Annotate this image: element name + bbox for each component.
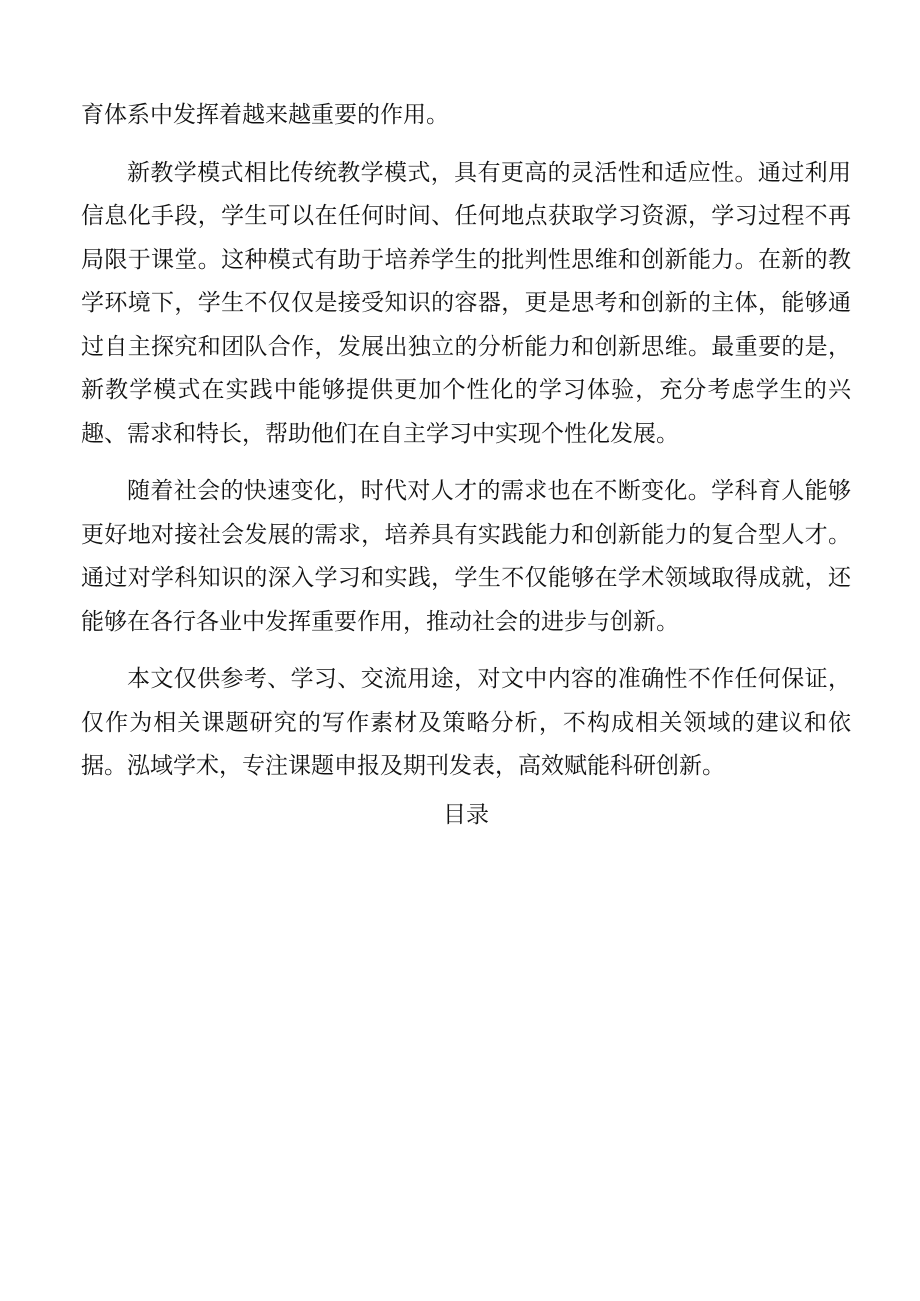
paragraph-talent-demand: 随着社会的快速变化，时代对人才的需求也在不断变化。学科育人能够更好地对接社会发展的需求，培养具有实践能力和创新能力的复合型人才。通过对学科知识的深入学习和实践，学生不仅能够在学术领域取得成就，还能够在各行各业中发挥重要作用，推动社会的进步与创新。 [81, 478, 851, 635]
paragraph-disclaimer: 本文仅供参考、学习、交流用途，对文中内容的准确性不作任何保证，仅作为相关课题研究的写作素材及策略分析，不构成相关领域的建议和依据。泓域学术，专注课题申报及期刊发表，高效赋能科研创新。 [81, 666, 851, 779]
paragraph-continuation: 育体系中发挥着越来越重要的作用。 [81, 102, 449, 128]
document-body [81, 94, 851, 835]
toc-heading: 目录 [443, 801, 489, 828]
paragraph-new-teaching-model: 新教学模式相比传统教学模式，具有更高的灵活性和适应性。通过利用信息化手段，学生可以在任何时间、任何地点获取学习资源，学习过程不再局限于课堂。这种模式有助于培养学生的批判性思维和创新能力。在新的教学环境下，学生不仅仅是接受知识的容器，更是思考和创新的主体，能够通过自主探究和团队合作，发展出独立的分析能力和创新思维。最重要的是，新教学模式在实践中能够提供更加个性化的学习体验，充分考虑学生的兴趣、需求和特长，帮助他们在自主学习中实现个性化发展。 [81, 159, 851, 447]
